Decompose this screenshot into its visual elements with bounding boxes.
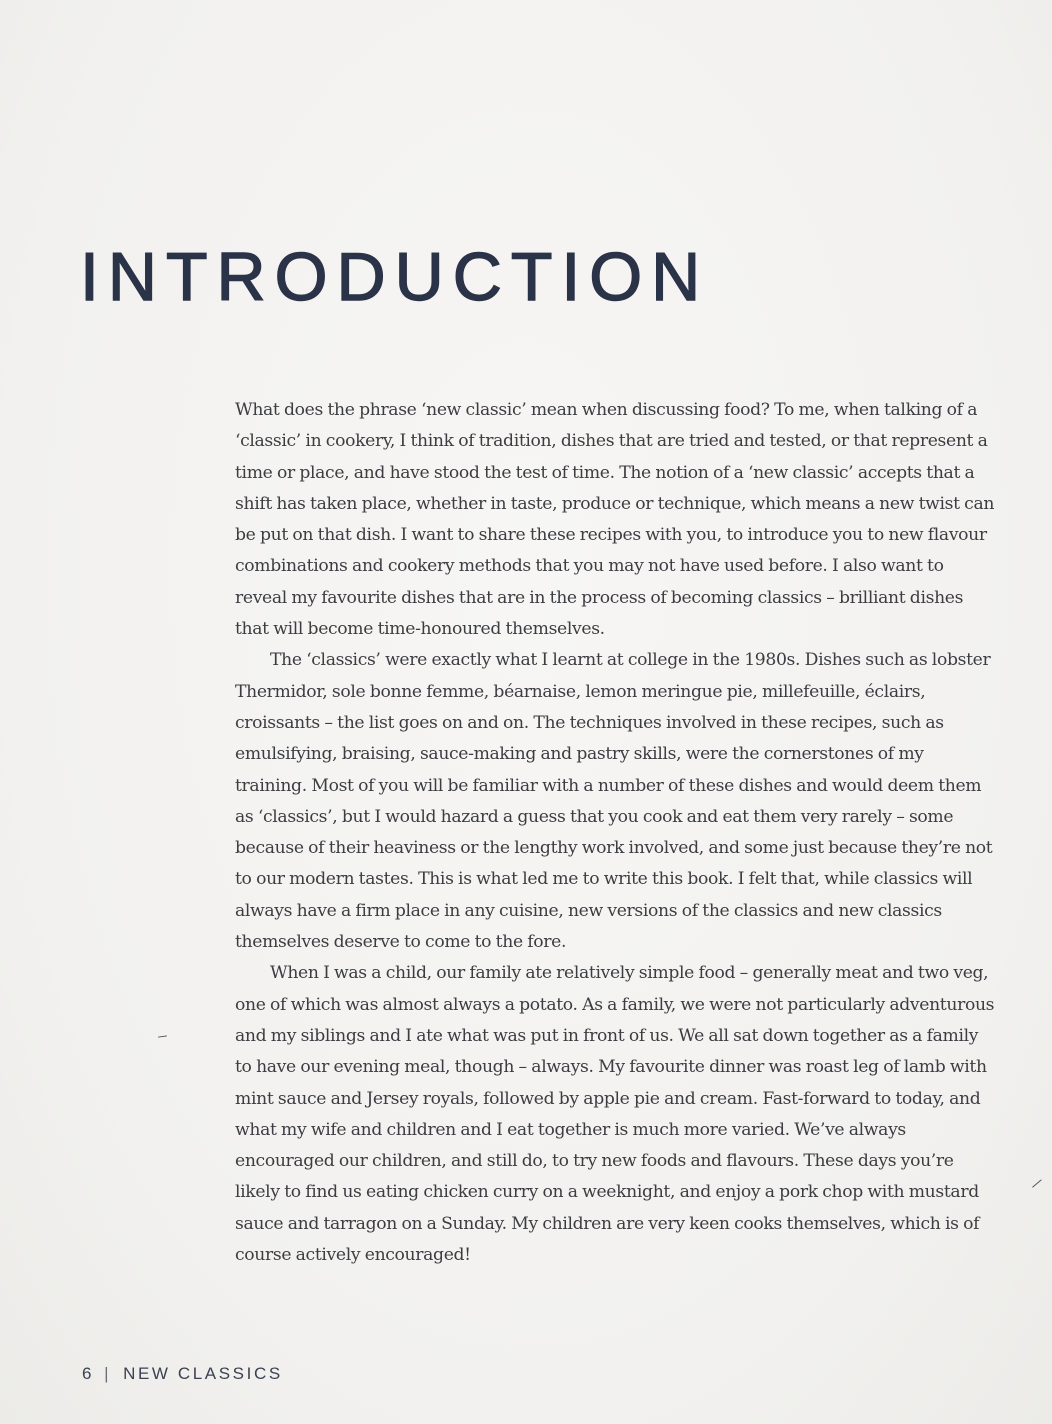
margin-mark	[1032, 1179, 1042, 1188]
paragraph-3: When I was a child, our family ate relatively simple food – generally meat and two veg, one of which was almost always a potato. As a family, we were not particularly adventurous and my siblings and I ate what was put in front of us. We all sat down together as a family to have our evening meal, though – always. My favourite dinner was roast leg of lamb with mint sauce and Jersey royals, followed by apple pie and cream. Fast-forward to today, and what my wife and children and I eat together is much more varied. We’ve always encouraged our children, and still do, to try new foods and flavours. These days you’re likely to find us eating chicken curry on a weeknight, and enjoy a pork chop with mustard sauce and tarragon on a Sunday. My children are very keen cooks themselves, which is of course actively encouraged!	[235, 963, 995, 1266]
paragraph-1: What does the phrase ‘new classic’ mean when discussing food? To me, when talking of a ‘classic’ in cookery, I think of tradition, dishes that are tried and tested, or that represent a time or place, and have stood the test of time. The notion of a ‘new classic’ accepts that a shift has taken place, whether in taste, produce or technique, which means a new twist can be put on that dish. I want to share these recipes with you, to introduce you to new flavour combinations and cookery methods that you may not have used before. I also want to reveal my favourite dishes that are in the process of becoming classics – brilliant dishes that will become time-honoured themselves.	[235, 400, 995, 640]
footer-separator: |	[104, 1364, 112, 1383]
page-footer	[82, 1364, 283, 1384]
chapter-title: INTRODUCTION	[80, 239, 710, 315]
paragraph-2: The ‘classics’ were exactly what I learnt at college in the 1980s. Dishes such as lobster Thermidor, sole bonne femme, béarnaise, lemon meringue pie, millefeuille, éclairs, croissants – the list goes on and on. The techniques involved in these recipes, such as emulsifying, braising, sauce-making and pastry skills, were the cornerstones of my training. Most of you will be familiar with a number of these dishes and would deem them as ‘classics’, but I would hazard a guess that you cook and eat them very rarely – some because of their heaviness or the lengthy work involved, and some just because they’re not to our modern tastes. This is what led me to write this book. I felt that, while classics will always have a firm place in any cuisine, new versions of the classics and new classics themselves deserve to come to the fore.	[235, 650, 993, 953]
running-title: NEW CLASSICS	[123, 1364, 283, 1383]
margin-mark	[158, 1035, 167, 1038]
body-text	[235, 395, 995, 1271]
page-number: 6	[82, 1364, 95, 1383]
